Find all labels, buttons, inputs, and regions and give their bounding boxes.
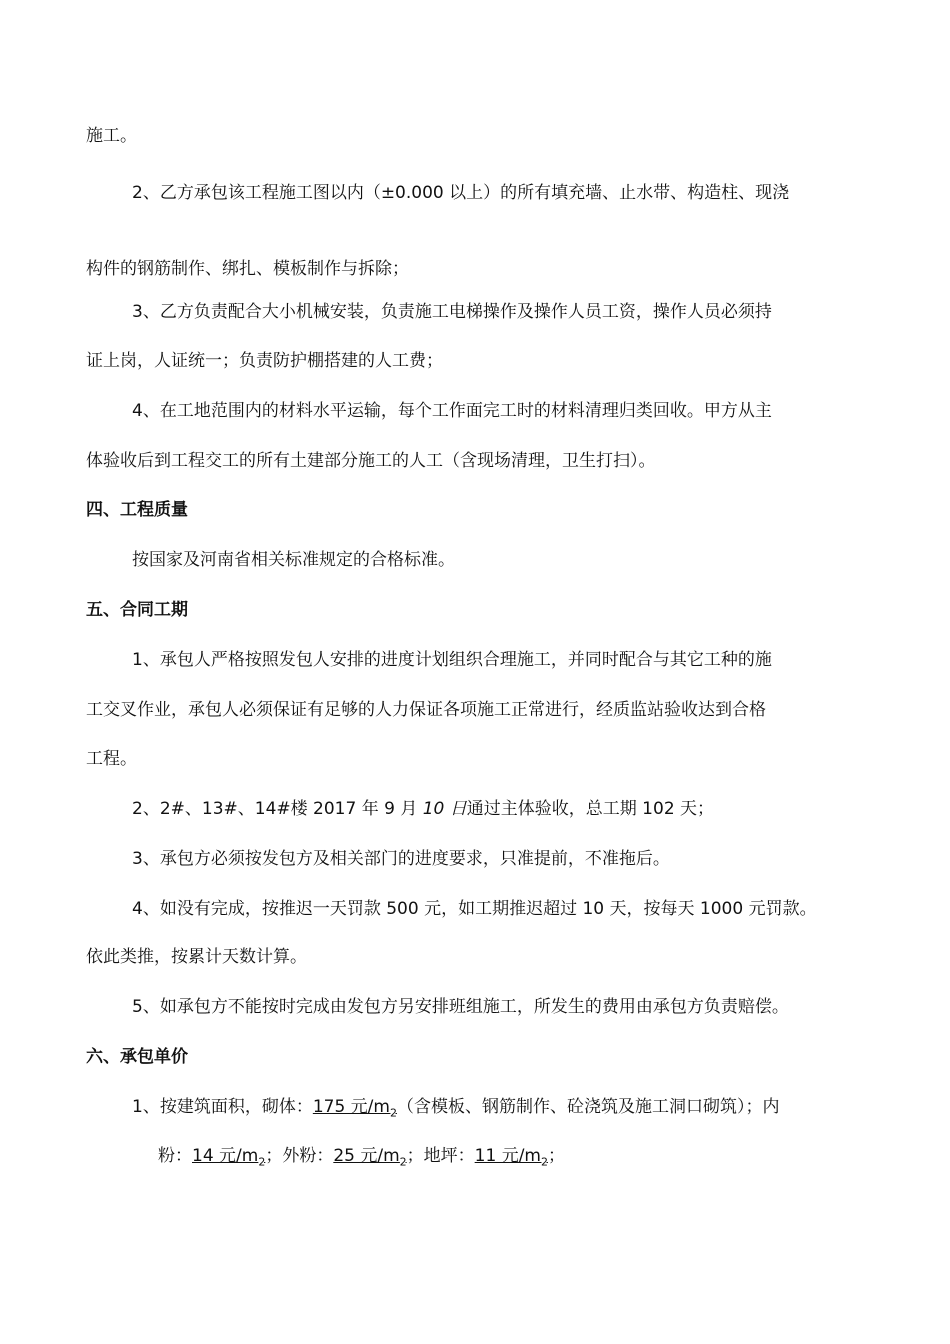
section-heading: 五、合同工期 xyxy=(86,600,188,620)
paragraph-line: 2、乙方承包该工程施工图以内（±0.000 以上）的所有填充墙、止水带、构造柱、现浇 xyxy=(132,183,790,203)
paragraph-line: 构件的钢筋制作、绑扎、模板制作与拆除； xyxy=(86,259,409,279)
paragraph-line: 依此类推，按累计天数计算。 xyxy=(86,947,307,967)
text-run: （含模板、钢筋制作、砼浇筑及施工洞口砌筑）；内 xyxy=(396,1097,780,1117)
paragraph-line: 体验收后到工程交工的所有土建部分施工的人工（含现场清理，卫生打扫）。 xyxy=(86,451,656,471)
text-run: ；外粉： xyxy=(265,1146,334,1166)
text-run: ； xyxy=(547,1146,565,1166)
paragraph-line: 工交叉作业，承包人必须保证有足够的人力保证各项施工正常进行，经质监站验收达到合格 xyxy=(86,700,766,720)
text-run: 粉： xyxy=(158,1146,192,1166)
paragraph-line: 施工。 xyxy=(86,126,137,146)
paragraph-line xyxy=(132,797,714,821)
paragraph-line: 工程。 xyxy=(86,749,137,769)
text-run: 1、按建筑面积，砌体： xyxy=(132,1097,313,1117)
paragraph-line: 3、乙方负责配合大小机械安装，负责施工电梯操作及操作人员工资，操作人员必须持 xyxy=(132,302,772,322)
section-heading: 四、工程质量 xyxy=(86,500,188,520)
paragraph-line xyxy=(158,1144,565,1174)
paragraph-line: 3、承包方必须按发包方及相关部门的进度要求，只准提前，不准拖后。 xyxy=(132,849,670,869)
paragraph-line: 4、在工地范围内的材料水平运输，每个工作面完工时的材料清理归类回收。甲方从主 xyxy=(132,401,772,421)
section-heading: 六、承包单价 xyxy=(86,1047,188,1067)
price-value: 14 元$/m_2$ xyxy=(192,1146,266,1169)
text-run: ；地坪： xyxy=(406,1146,475,1166)
price-value: 25 元$/m_2$ xyxy=(333,1146,407,1169)
paragraph-line: 1、承包人严格按照发包人安排的进度计划组织合理施工，并同时配合与其它工种的施 xyxy=(132,650,772,670)
price-value: 11 元$/m_2$ xyxy=(474,1146,548,1169)
paragraph-line: 证上岗，人证统一；负责防护棚搭建的人工费； xyxy=(86,351,443,371)
paragraph-line xyxy=(132,1095,779,1125)
text-run: 通过主体验收，总工期 102 天； xyxy=(466,799,715,819)
price-value: 175 元$/m_2$ xyxy=(312,1097,397,1120)
paragraph-line: 5、如承包方不能按时完成由发包方另安排班组施工，所发生的费用由承包方负责赔偿。 xyxy=(132,997,789,1017)
paragraph-line: 按国家及河南省相关标准规定的合格标准。 xyxy=(132,550,455,570)
paragraph-line: 4、如没有完成，按推迟一天罚款 500 元，如工期推迟超过 10 天，按每天 1000 元罚款。 xyxy=(132,899,817,919)
date-text: 10 日 xyxy=(422,799,467,819)
text-run: 2、2#、13#、14#楼 2017 年 9 月 xyxy=(132,799,423,819)
